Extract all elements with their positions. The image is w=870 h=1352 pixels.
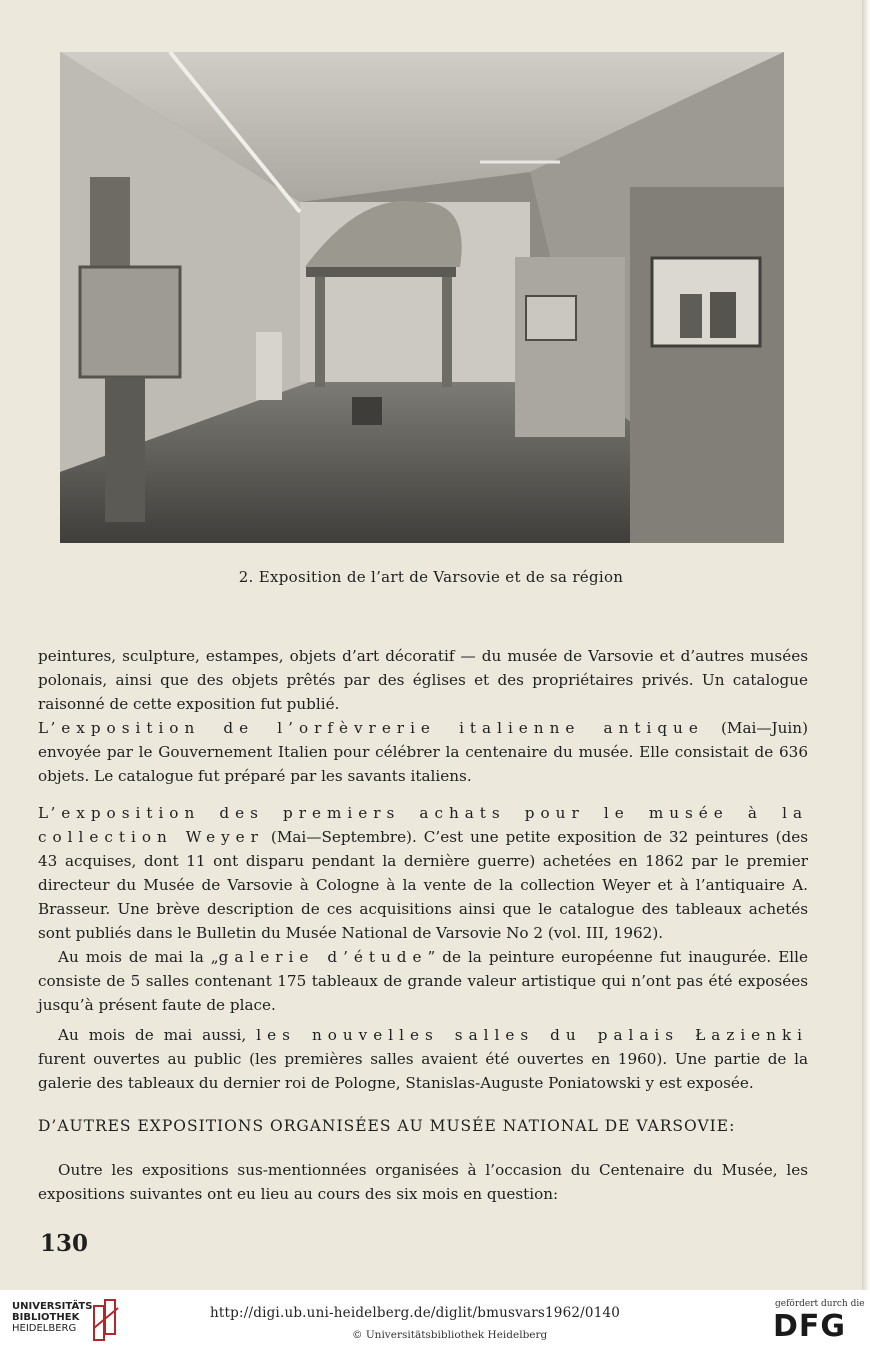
body-text-3: [38, 801, 808, 945]
lazienki-title: les nouvelles salles du palais Łazienki: [256, 1026, 809, 1044]
library-line-1: UNIVERSITÄTS-: [12, 1301, 97, 1312]
library-line-2: BIBLIOTHEK: [12, 1312, 80, 1323]
body-text-2: [38, 716, 808, 788]
page-edge: [862, 0, 870, 1290]
copyright-notice: © Universitätsbibliothek Heidelberg: [352, 1329, 548, 1341]
ub-heidelberg-logo-icon: [92, 1298, 122, 1344]
paragraph-3: [38, 801, 808, 945]
body-text-6: [38, 1158, 808, 1206]
paragraph-1: peintures, sculpture, estampes, objets d’art décoratif — du musée de Varsovie et d’autres musées polonais, ainsi que des objets prêtés par des églises et des propriétaires privés. Un catalogue raisonné de cette exposition fut publié.: [38, 647, 808, 713]
library-line-3: HEIDELBERG: [12, 1323, 77, 1334]
paragraph-2: [38, 716, 808, 788]
paragraph-2-rest: (Mai—Juin) envoyée par le Gouvernement Italien pour célébrer la centenaire du musée. Elle consistait de 636 objets. Le catalogue fut préparé par les savants italiens.: [38, 719, 808, 785]
dfg-logo: DFG: [773, 1309, 847, 1344]
figure-caption: 2. Exposition de l’art de Varsovie et de sa région: [238, 568, 624, 586]
body-text-4: [38, 945, 808, 1017]
body-text-5: [38, 1023, 808, 1095]
viewer-footer: [0, 1290, 870, 1352]
paragraph-5-rest: furent ouvertes au public (les premières salles avaient été ouvertes en 1960). Une partie de la galerie des tableaux du dernier roi de Pologne, Stanislas-Auguste Poniatowski y est exposée.: [38, 1050, 808, 1092]
section-heading: D’AUTRES EXPOSITIONS ORGANISÉES AU MUSÉE NATIONAL DE VARSOVIE:: [38, 1117, 736, 1135]
paragraph-5: [38, 1023, 808, 1095]
funding-label: gefördert durch die: [775, 1299, 865, 1309]
body-text: [38, 644, 808, 716]
exhibition-title-premiers-achats: L’exposition des premiers achats pour le musée à la collection Weyer: [38, 804, 808, 846]
library-name: [12, 1301, 97, 1334]
paragraph-4: [38, 945, 808, 1017]
galerie-etude-title: galerie d’étude: [218, 948, 428, 966]
paragraph-6: Outre les expositions sus-mentionnées organisées à l’occasion du Centenaire du Musée, les expositions suivantes ont eu lieu au cours des six mois en question:: [38, 1161, 808, 1203]
page-number: 130: [40, 1230, 89, 1257]
paragraph-3-rest: (Mai—Septembre). C’est une petite exposition de 32 peintures (des 43 acquises, dont 11 ont disparu pendant la dernière guerre) achetées en 1862 par le premier directeur du Musée de Varsovie à Cologne à la vente de la collection Weyer et à l’antiquaire A. Brasseur. Une brève description de ces acquisitions ainsi que le catalogue des tableaux achetés sont publiés dans le Bulletin du Musée National de Varsovie No 2 (vol. III, 1962).: [38, 828, 808, 942]
exhibition-hall-photo-icon: [60, 52, 784, 543]
paragraph-4-rest: ” de la peinture européenne fut inaugurée. Elle consiste de 5 salles contenant 175 tableaux de grande valeur artistique qui n’ont pas été exposées jusqu’à présent faute de place.: [38, 948, 809, 1014]
exhibition-photo: [60, 52, 784, 543]
permalink-url[interactable]: http://digi.ub.uni-heidelberg.de/diglit/bmusvars1962/0140: [210, 1305, 621, 1321]
exhibition-title-orfevrerie: L’exposition de l’orfèvrerie italienne antique: [38, 719, 704, 737]
paragraph-4-start: Au mois de mai la „: [58, 948, 219, 966]
paragraph-5-start: Au mois de mai aussi,: [58, 1026, 257, 1044]
